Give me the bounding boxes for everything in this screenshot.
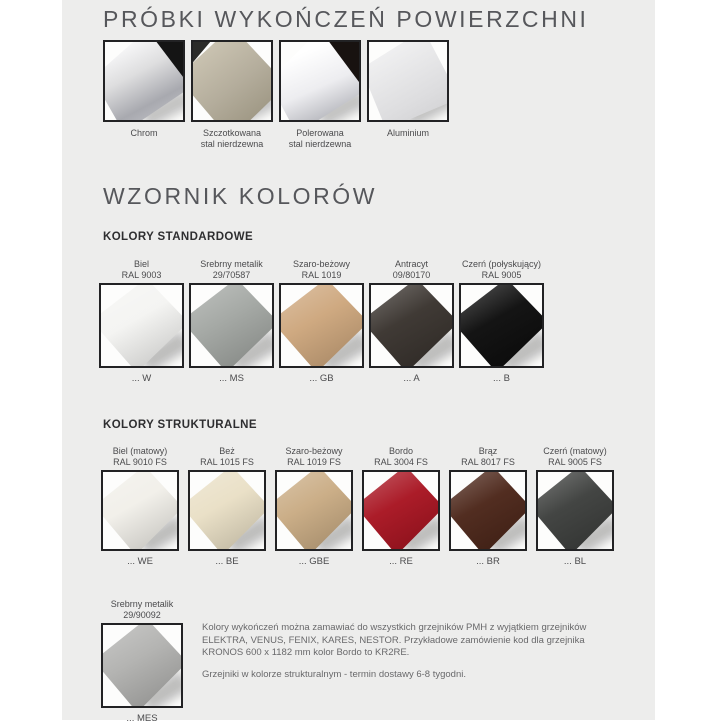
color-swatch-image xyxy=(275,470,353,551)
color-name: Biel xyxy=(133,259,149,269)
color-caption xyxy=(461,444,515,468)
ordering-notes xyxy=(202,622,616,681)
metal-plate xyxy=(193,42,271,120)
color-name: Beż xyxy=(219,446,235,456)
color-caption xyxy=(113,444,168,468)
finish-label-line1: Chrom xyxy=(130,128,158,138)
color-swatch-image xyxy=(362,470,440,551)
finish-label xyxy=(387,128,429,139)
color-ral-code: 29/70587 xyxy=(212,270,251,280)
finish-label-line1: Szczotkowana xyxy=(202,128,261,138)
color-swatch-image xyxy=(101,470,179,551)
finish-sample-image xyxy=(103,40,185,122)
structural-color-list xyxy=(101,444,614,567)
page-title-finishes: PRÓBKI WYKOŃCZEŃ POWIERZCHNI xyxy=(103,6,589,32)
color-swatch xyxy=(459,257,544,384)
color-swatch-image xyxy=(99,283,184,368)
finish-sample xyxy=(367,40,449,150)
color-caption xyxy=(111,597,174,621)
color-ral-code: RAL 3004 FS xyxy=(374,457,428,467)
color-swatch xyxy=(449,444,527,567)
color-swatch-image xyxy=(279,283,364,368)
color-caption xyxy=(122,257,162,281)
color-name: Brąz xyxy=(478,446,498,456)
color-swatch-image xyxy=(369,283,454,368)
color-caption xyxy=(374,444,428,468)
finish-label xyxy=(289,128,352,150)
color-name: Biel (matowy) xyxy=(112,446,168,456)
finish-sample-image xyxy=(367,40,449,122)
color-order-code: ... W xyxy=(131,373,152,384)
color-name: Czerń (połyskujący) xyxy=(461,259,542,269)
color-name: Srebrny metalik xyxy=(200,259,263,269)
color-swatch xyxy=(188,444,266,567)
finish-sample xyxy=(279,40,361,150)
color-order-code: ... B xyxy=(493,373,510,384)
color-caption xyxy=(200,444,254,468)
color-swatch xyxy=(362,444,440,567)
color-ral-code: RAL 1019 FS xyxy=(287,457,341,467)
color-ral-code: RAL 8017 FS xyxy=(461,457,515,467)
color-swatch xyxy=(279,257,364,384)
color-ral-code: RAL 9005 FS xyxy=(548,457,602,467)
finish-label-line2: stal nierdzewna xyxy=(288,139,352,149)
color-name: Szaro-beżowy xyxy=(285,446,343,456)
section-heading-standard-colors: KOLORY STANDARDOWE xyxy=(103,231,254,243)
color-swatch-image xyxy=(101,623,183,708)
color-ral-code: 09/80170 xyxy=(392,270,431,280)
color-swatch xyxy=(536,444,614,567)
color-order-code: ... BE xyxy=(215,556,239,567)
color-swatch-image xyxy=(188,470,266,551)
color-name: Czerń (matowy) xyxy=(543,446,607,456)
extra-color-list xyxy=(101,597,183,724)
color-order-code: ... GBE xyxy=(298,556,330,567)
color-caption xyxy=(543,444,607,468)
color-swatch xyxy=(99,257,184,384)
color-ral-code: RAL 1019 xyxy=(301,270,342,280)
metal-plate xyxy=(369,42,447,120)
color-swatch xyxy=(275,444,353,567)
finish-label-line1: Polerowana xyxy=(296,128,344,138)
color-ral-code: RAL 9005 xyxy=(481,270,522,280)
standard-color-list xyxy=(99,257,544,384)
color-caption xyxy=(285,444,342,468)
color-caption xyxy=(200,257,263,281)
color-order-code: ... A xyxy=(403,373,420,384)
ordering-note-paragraph: Kolory wykończeń można zamawiać do wszystkich grzejników PMH z wyjątkiem grzejników ELEKTRA, VENUS, FENIX, KARES, NESTOR. Przykładowe zamówienie kod dla grzejnika KRONOS 600 x 1182 mm kolor Bordo to KR2RE. xyxy=(202,622,587,658)
finish-label xyxy=(130,128,157,139)
delivery-note-paragraph: Grzejniki w kolorze strukturalnym - termin dostawy 6-8 tygodni. xyxy=(202,668,466,680)
finish-sample xyxy=(191,40,273,150)
finish-label-line2: stal nierdzewna xyxy=(200,139,264,149)
color-swatch-image xyxy=(459,283,544,368)
color-ral-code: RAL 9010 FS xyxy=(113,457,167,467)
color-swatch-image xyxy=(189,283,274,368)
color-order-code: ... BL xyxy=(563,556,587,567)
color-name: Bordo xyxy=(388,446,413,456)
color-name: Srebrny metalik xyxy=(110,599,174,609)
section-heading-structural-colors: KOLORY STRUKTURALNE xyxy=(103,419,257,431)
finish-label xyxy=(201,128,264,150)
color-ral-code: RAL 1015 FS xyxy=(200,457,254,467)
color-swatch-image xyxy=(536,470,614,551)
finish-swatch-list xyxy=(103,40,449,150)
color-swatch-image xyxy=(449,470,527,551)
color-caption xyxy=(462,257,541,281)
color-ral-code: 29/90092 xyxy=(123,610,161,620)
color-caption xyxy=(393,257,431,281)
color-order-code: ... BR xyxy=(476,556,500,567)
color-order-code: ... RE xyxy=(389,556,413,567)
color-order-code: ... MES xyxy=(126,713,158,724)
color-ral-code: RAL 9003 xyxy=(121,270,162,280)
finish-sample-image xyxy=(279,40,361,122)
color-swatch xyxy=(101,444,179,567)
color-order-code: ... WE xyxy=(127,556,153,567)
color-name: Szaro-beżowy xyxy=(292,259,351,269)
color-order-code: ... GB xyxy=(309,373,334,384)
color-caption xyxy=(293,257,350,281)
color-swatch xyxy=(101,597,183,724)
color-order-code: ... MS xyxy=(219,373,244,384)
finish-label-line1: Aluminium xyxy=(386,128,429,138)
color-swatch xyxy=(369,257,454,384)
color-name: Antracyt xyxy=(394,259,428,269)
color-swatch xyxy=(189,257,274,384)
page-title-color-chart: WZORNIK KOLORÓW xyxy=(103,183,378,209)
finish-sample xyxy=(103,40,185,150)
finish-sample-image xyxy=(191,40,273,122)
